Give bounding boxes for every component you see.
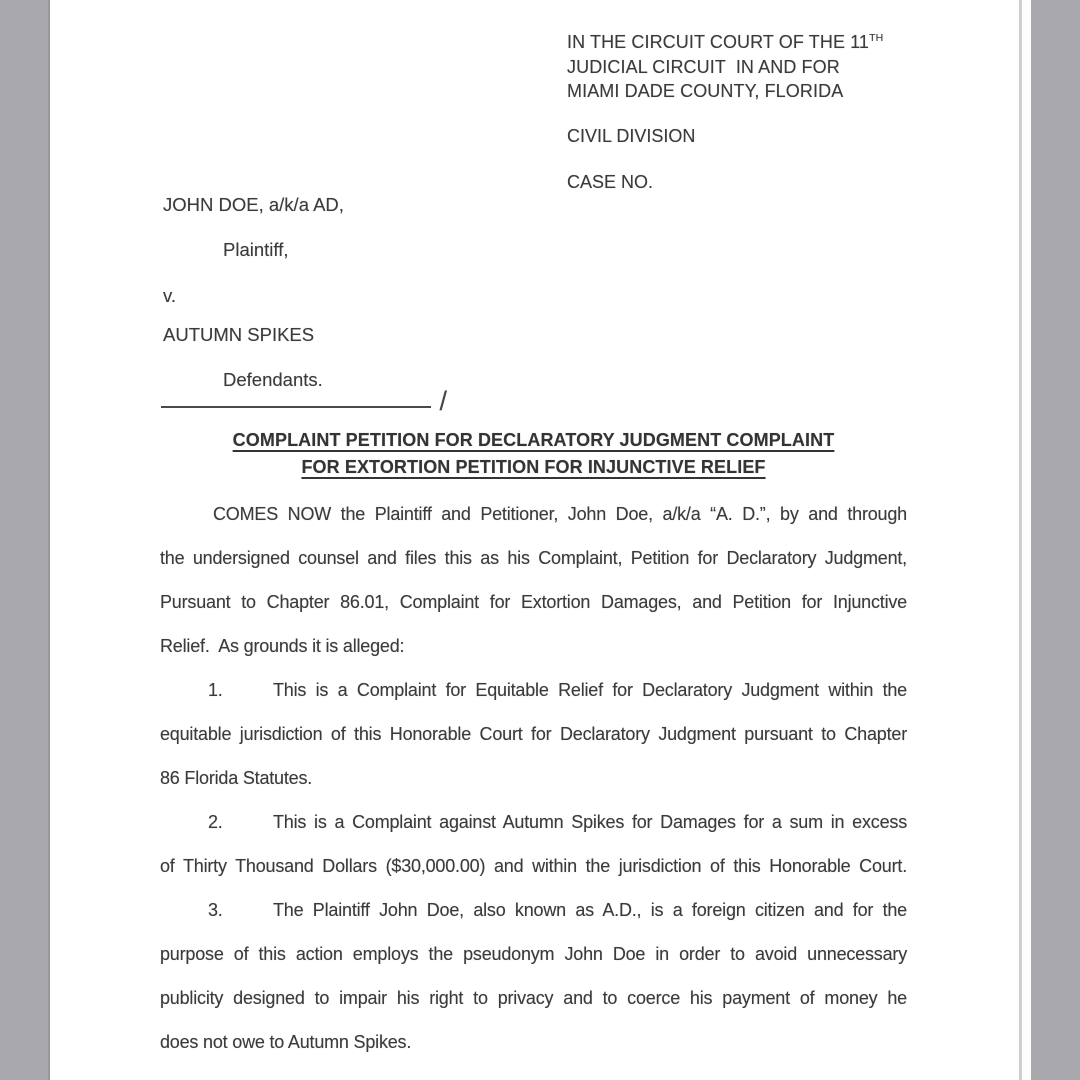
versus-label: v. <box>163 285 177 306</box>
caption-separator-rule <box>161 406 431 408</box>
body-line-text: equitable jurisdiction of this Honorable Court for Declaratory Judgment pursuant to Chapter <box>160 724 907 744</box>
document-title-line2-text: FOR EXTORTION PETITION FOR INJUNCTIVE RELIEF <box>301 457 766 477</box>
civil-division-label: CIVIL DIVISION <box>567 126 696 146</box>
body-line-text: of Thirty Thousand Dollars ($30,000.00) and within the jurisdiction of this Honorable Court. <box>160 856 907 876</box>
document-title <box>160 427 907 481</box>
body-line-text: Relief. As grounds it is alleged: <box>160 636 405 656</box>
body-line <box>160 1020 907 1064</box>
body-line <box>160 888 907 932</box>
body-line-text: does not owe to Autumn Spikes. <box>160 1032 412 1052</box>
document-page <box>50 0 1019 1080</box>
body-line <box>160 668 907 712</box>
body-line-text: The Plaintiff John Doe, also known as A.D., is a foreign citizen and for the <box>273 900 907 920</box>
paragraph-number: 2. <box>208 812 223 832</box>
court-header-line3: MIAMI DADE COUNTY, FLORIDA <box>567 81 844 101</box>
document-title-line1-text: COMPLAINT PETITION FOR DECLARATORY JUDGMENT COMPLAINT <box>232 430 835 450</box>
plaintiff-designation: Plaintiff, <box>223 239 289 260</box>
body-line <box>160 624 907 668</box>
body-line <box>160 976 907 1020</box>
ordinal-superscript: TH <box>869 32 884 44</box>
body-line <box>160 536 907 580</box>
defendant-designation: Defendants. <box>223 369 323 390</box>
caption-separator <box>161 382 447 416</box>
body-line <box>160 844 907 888</box>
paragraph-number: 1. <box>208 680 223 700</box>
scanner-margin-left <box>0 0 48 1080</box>
document-title-line1 <box>160 427 907 454</box>
court-header-line1 <box>567 30 883 55</box>
court-header <box>567 30 883 104</box>
court-header-line2: JUDICIAL CIRCUIT IN AND FOR <box>567 56 840 77</box>
body-line-text: Pursuant to Chapter 86.01, Complaint for Extortion Damages, and Petition for Injunctive <box>160 592 907 612</box>
body-line-text: This is a Complaint against Autumn Spikes for Damages for a sum in excess <box>273 812 907 832</box>
body-line <box>160 492 907 536</box>
body-line-text: This is a Complaint for Equitable Relief for Declaratory Judgment within the <box>273 680 907 700</box>
body-line-text: the undersigned counsel and files this as his Complaint, Petition for Declaratory Judgment, <box>160 548 907 568</box>
caption-separator-slash: / <box>439 386 447 416</box>
case-number-label: CASE NO. <box>567 172 654 192</box>
document-title-line2 <box>160 454 907 481</box>
body-line <box>160 800 907 844</box>
defendant-name: AUTUMN SPIKES <box>163 324 315 345</box>
body-line-text: publicity designed to impair his right to privacy and to coerce his payment of money he <box>160 988 907 1008</box>
court-header-line1-text: IN THE CIRCUIT COURT OF THE 11 <box>567 32 870 52</box>
body-line <box>160 756 907 800</box>
scanner-margin-right <box>1031 0 1080 1080</box>
page-edge-strip-right <box>1022 0 1031 1080</box>
body-line-text: 86 Florida Statutes. <box>160 768 313 788</box>
body-line-text: purpose of this action employs the pseudonym John Doe in order to avoid unnecessary <box>160 944 907 964</box>
body-line <box>160 712 907 756</box>
document-body <box>160 492 907 1064</box>
body-line-text: COMES NOW the Plaintiff and Petitioner, John Doe, a/k/a “A. D.”, by and through <box>213 504 907 524</box>
body-line <box>160 932 907 976</box>
body-line <box>160 580 907 624</box>
paragraph-number: 3. <box>208 900 223 920</box>
plaintiff-name: JOHN DOE, a/k/a AD, <box>163 194 344 215</box>
